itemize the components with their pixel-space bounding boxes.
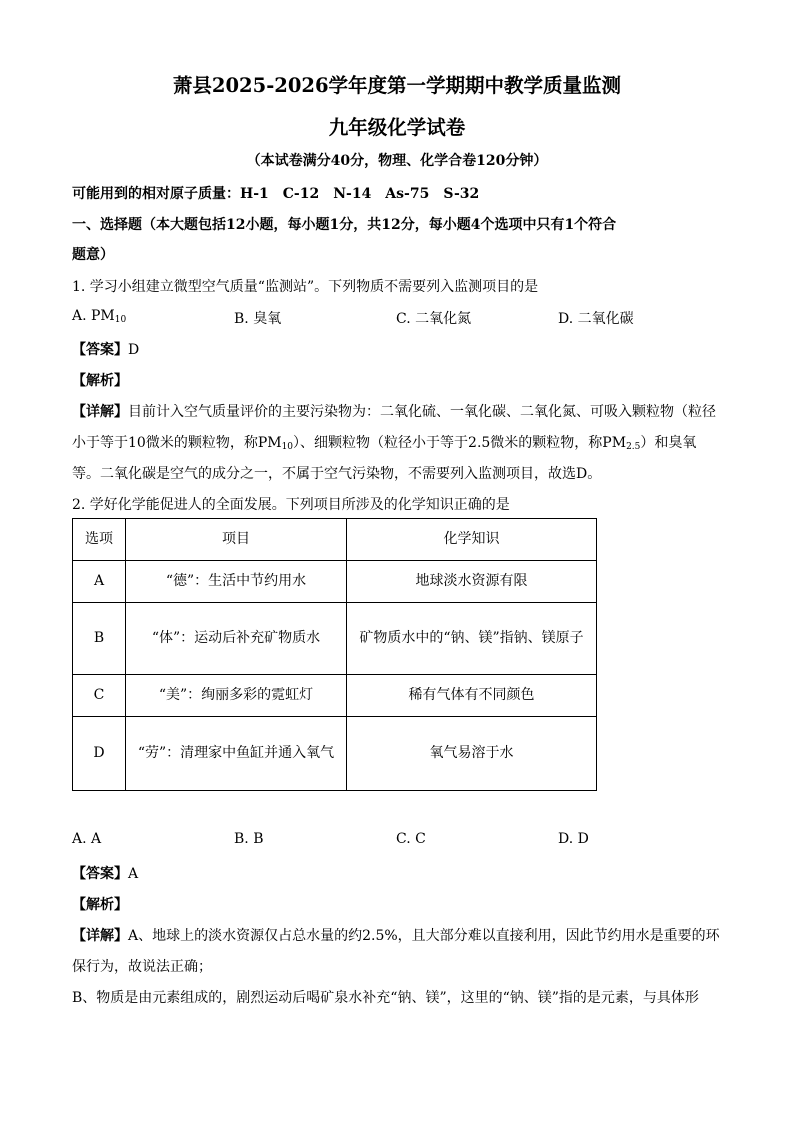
row-knowledge: 地球淡水资源有限 [347,561,597,603]
q2-detail-line3: B、物质是由元素组成的，剧烈运动后喝矿泉水补充“钠、镁”，这里的“钠、镁”指的是元素，与具体形 [72,990,699,1006]
q1-detail-line1 [72,401,716,421]
q1-answer [72,339,139,359]
q1-option-d: D. 二氧化碳 [558,311,634,327]
q1-detail-line3: 等。二氧化碳是空气的成分之一，不属于空气污染物，不需要列入监测项目，故选D。 [72,466,602,482]
q2-detail-label: 【详解】 [72,928,128,944]
q2-detail-line2: 保行为，故说法正确； [72,959,212,975]
q1-option-a-sub: 10 [114,315,127,325]
row-knowledge: 稀有气体有不同颜色 [347,675,597,717]
section-heading-line1: 一、选择题（本大题包括12小题，每小题1分，共12分，每小题4个选项中只有1个符合 [72,217,617,233]
table-header-row [73,519,597,561]
q1-analysis-label [72,370,128,390]
q2-answer-value: A [128,866,139,882]
table-row [73,675,597,717]
exam-subtitle: 九年级化学试卷 [328,116,466,139]
row-knowledge: 氧气易溶于水 [347,717,597,791]
section-heading-line2: 题意） [72,247,114,263]
q1-answer-value: D [128,342,140,358]
table-header-item: 项目 [126,519,347,561]
q1-option-c: C. 二氧化氮 [396,311,472,327]
row-item: “体”：运动后补充矿物质水 [126,603,347,675]
row-option: D [73,717,126,791]
q2-option-b: B. B [234,831,264,847]
q1-stem: 1. 学习小组建立微型空气质量“监测站”。下列物质不需要列入监测项目的是 [72,279,539,295]
q2-option-d: D. D [558,831,589,847]
q1-detail-text2c: ）和臭氧 [640,435,697,451]
q1-option-a [72,308,126,324]
q2-option-c: C. C [396,831,426,847]
row-item: “美”：绚丽多彩的霓虹灯 [126,675,347,717]
q2-stem: 2. 学好化学能促进人的全面发展。下列项目所涉及的化学知识正确的是 [72,497,510,513]
q1-analysis-tag: 【解析】 [72,373,128,389]
q2-analysis-label [72,894,128,914]
atomic-masses: 可能用到的相对原子质量：H-1 C-12 N-14 As-75 S-32 [72,186,480,202]
q1-option-b: B. 臭氧 [234,311,282,327]
row-item: “劳”：清理家中鱼缸并通入氧气 [126,717,347,791]
q1-detail-text2b: ）、细颗粒物（粒径小于等于2.5微米的颗粒物，称PM [293,435,627,451]
q2-answer-label: 【答案】 [72,866,128,882]
row-item: “德”：生活中节约用水 [126,561,347,603]
row-option: A [73,561,126,603]
q1-answer-label: 【答案】 [72,342,128,358]
table-row [73,603,597,675]
row-knowledge: 矿物质水中的“钠、镁”指钠、镁原子 [347,603,597,675]
q1-detail-line2 [72,432,696,452]
q2-detail-text1: A、地球上的淡水资源仅占总水量的约2.5%，且大部分难以直接利用，因此节约用水是重要的环 [128,928,720,944]
q1-detail-text2a: 小于等于10微米的颗粒物，称PM [72,435,282,451]
q1-detail-sub1: 10 [281,442,294,452]
q1-detail-label: 【详解】 [72,404,128,420]
table-header-option: 选项 [73,519,126,561]
q2-analysis-tag: 【解析】 [72,897,128,913]
q2-option-a: A. A [72,831,102,847]
table-header-knowledge: 化学知识 [347,519,597,561]
q1-option-a-text: A. PM [72,308,115,324]
q2-answer [72,863,138,883]
exam-title: 萧县2025-2026学年度第一学期期中教学质量监测 [172,74,622,97]
q2-detail-line1 [72,925,720,945]
q1-detail-sub2: 2.5 [626,442,641,452]
q1-detail-text1: 目前计入空气质量评价的主要污染物为：二氧化硫、一氧化碳、二氧化氮、可吸入颗粒物（粒径 [128,404,716,420]
q2-table [72,518,597,791]
table-row [73,717,597,791]
row-option: C [73,675,126,717]
row-option: B [73,603,126,675]
exam-note: （本试卷满分40分，物理、化学合卷120分钟） [246,153,548,169]
table-row [73,561,597,603]
